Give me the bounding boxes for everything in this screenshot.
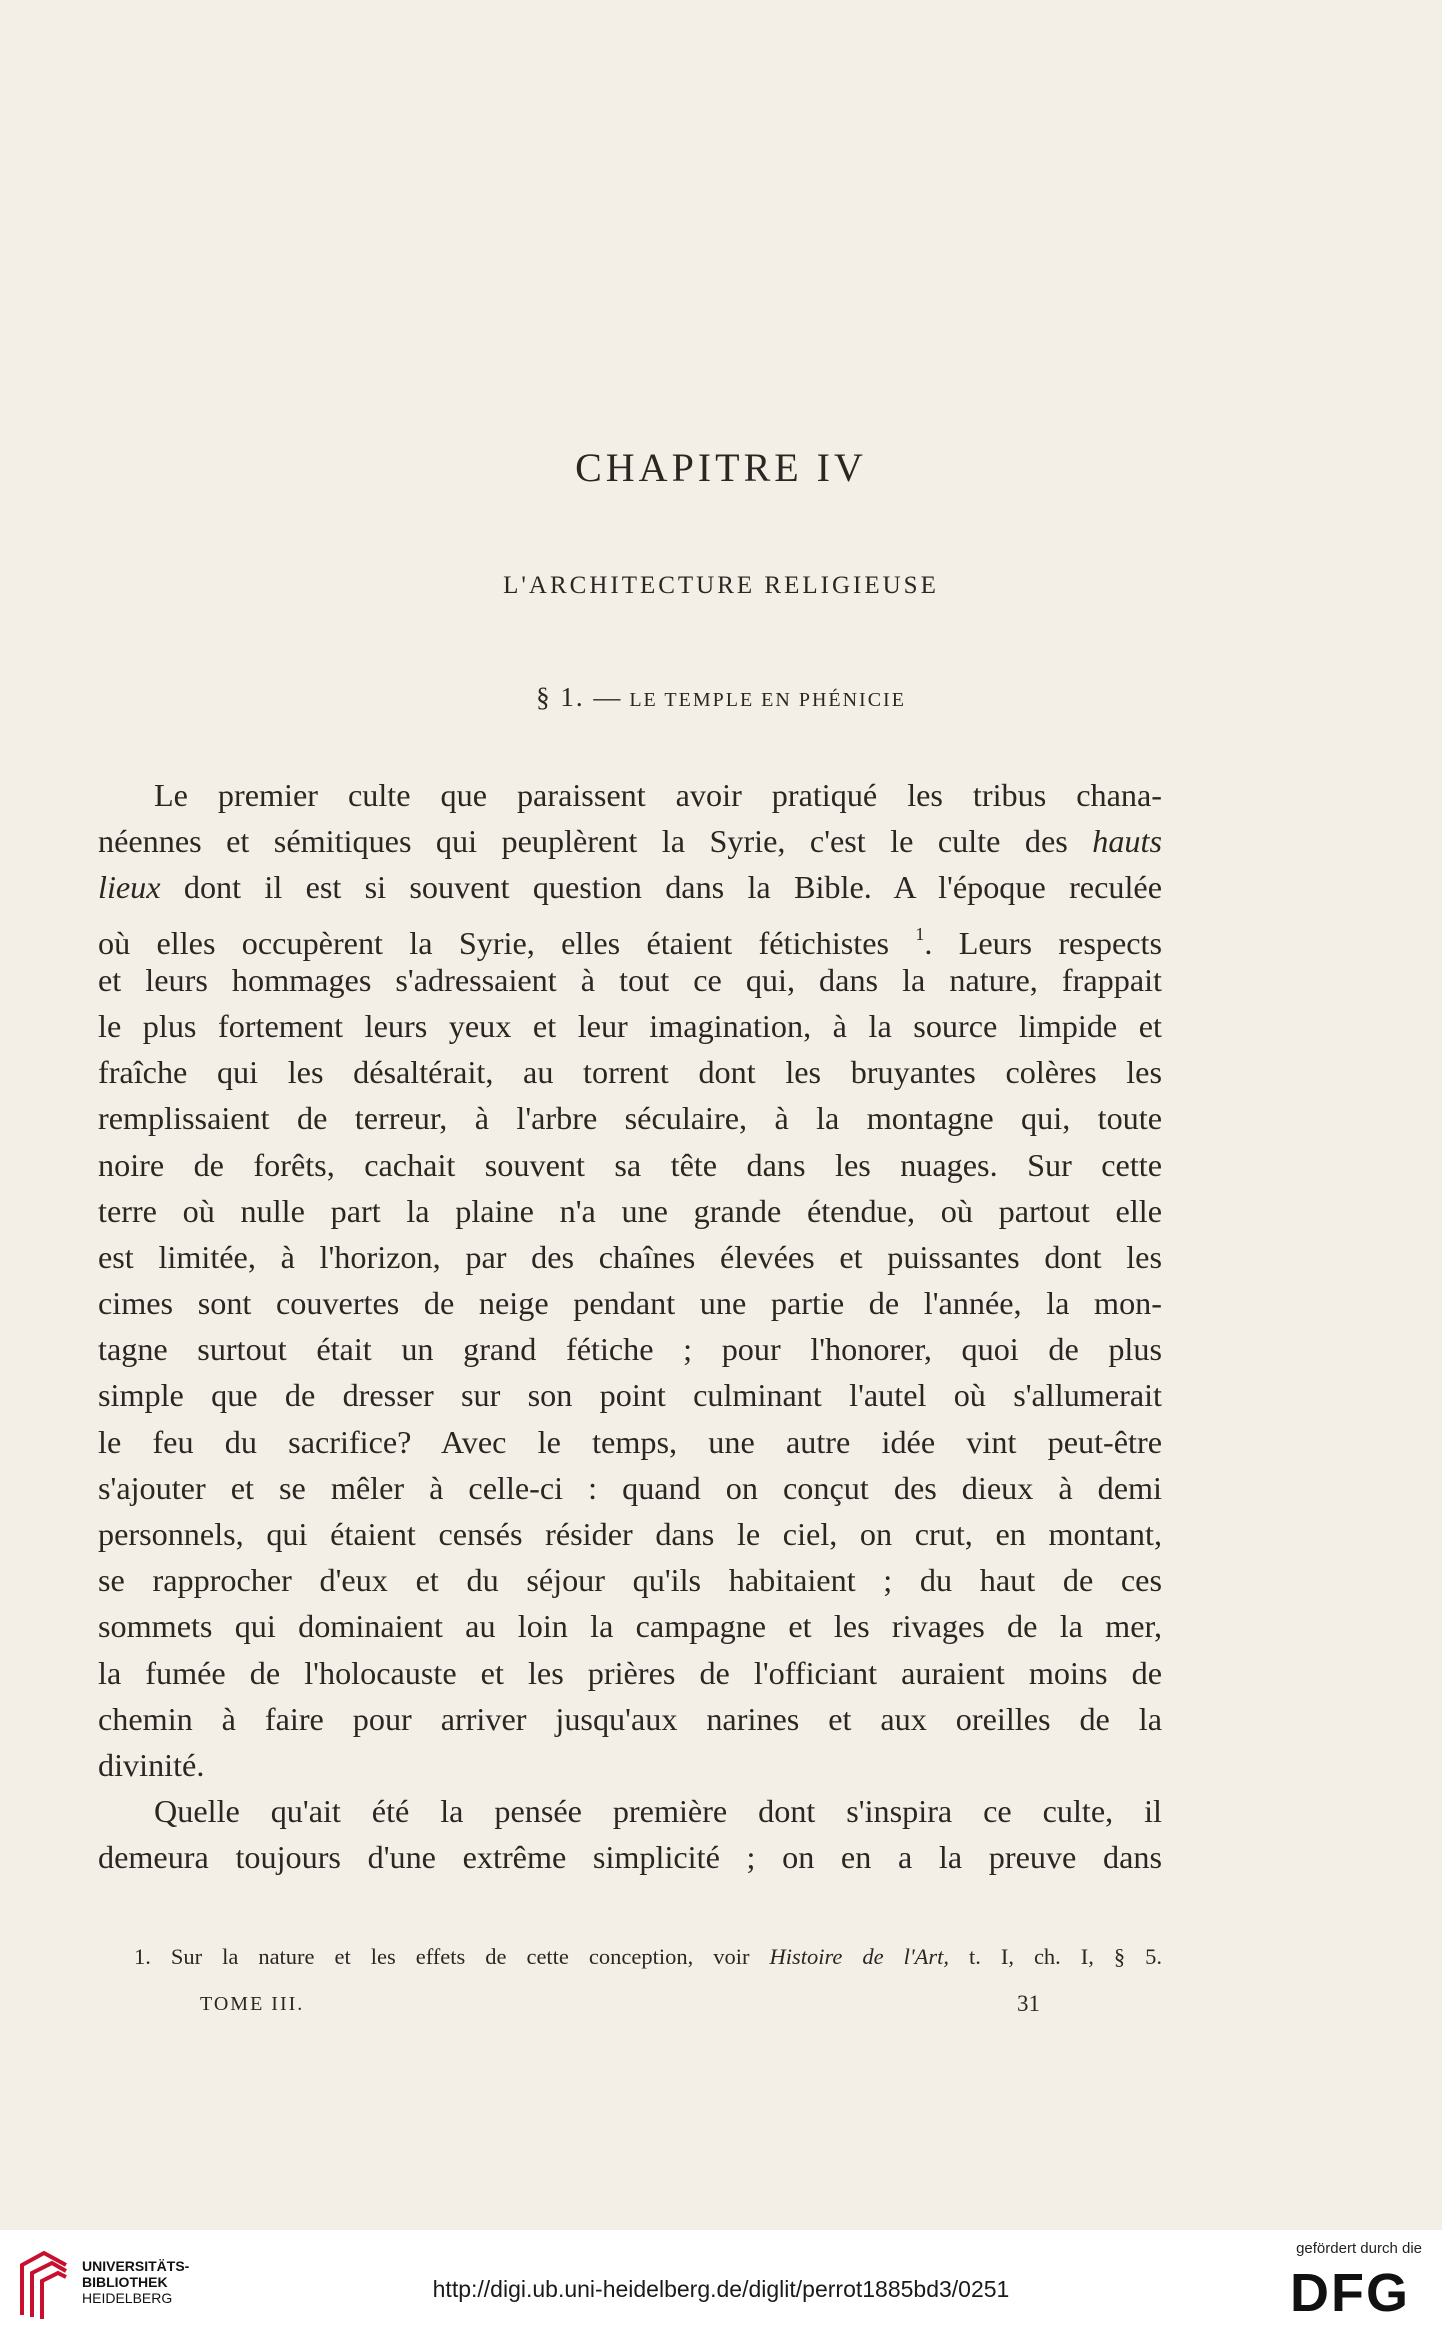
- section-title: LE TEMPLE EN PHÉNICIE: [629, 689, 906, 711]
- text-line: remplissaient de terreur, à l'arbre séculaire, à la montagne qui, toute: [98, 1100, 1162, 1137]
- text-line: noire de forêts, cachait souvent sa tête dans les nuages. Sur cette: [98, 1146, 1162, 1183]
- text-line: Quelle qu'ait été la pensée première dont s'inspira ce culte, il: [154, 1793, 1162, 1830]
- footnote-text: Sur la nature et les effets de cette conception, voir: [170, 1944, 770, 1969]
- text-line: divinité.: [98, 1746, 205, 1783]
- text-line: est limitée, à l'horizon, par des chaînes élevées et puissantes dont les: [98, 1238, 1162, 1275]
- text-line: simple que de dresser sur son point culminant l'autel où s'allumerait: [98, 1377, 1162, 1414]
- text-line: demeura toujours d'une extrême simplicité ; on en a la preuve dans: [98, 1839, 1162, 1876]
- text-line: personnels, qui étaient censés résider dans le ciel, on crut, en montant,: [98, 1516, 1162, 1552]
- chapter-title: CHAPITRE IV: [575, 445, 867, 490]
- text-line: se rapprocher d'eux et du séjour qu'ils habitaient ; du haut de ces: [98, 1562, 1162, 1599]
- svg-text:DFG: DFG: [1290, 2265, 1410, 2317]
- text-line: cimes sont couvertes de neige pendant une partie de l'année, la mon-: [98, 1285, 1162, 1322]
- text-line: terre où nulle part la plaine n'a une grande étendue, où partout elle: [98, 1192, 1162, 1229]
- text-line: la fumée de l'holocauste et les prières de l'officiant auraient moins de: [98, 1654, 1162, 1691]
- footnote: [134, 1944, 1162, 1970]
- volume-label: TOME III.: [200, 1993, 305, 2015]
- section-number: § 1. —: [536, 682, 623, 712]
- text-line: où elles occupèrent la Syrie, elles étaient fétichistes $^1$. Leurs respects: [98, 923, 1162, 961]
- funding-caption: gefördert durch die: [1296, 2240, 1422, 2257]
- text-line: fraîche qui les désaltérait, au torrent dont les bruyantes colères les: [98, 1054, 1162, 1091]
- text-line: néennes et sémitiques qui peuplèrent la Syrie, c'est le culte des hauts: [98, 823, 1162, 860]
- text-line: s'ajouter et se mêler à celle-ci : quand on conçut des dieux à demi: [98, 1469, 1162, 1506]
- text-line: lieux dont il est si souvent question dans la Bible. A l'époque reculée: [98, 869, 1162, 906]
- text-line: sommets qui dominaient au loin la campagne et les rivages de la mer,: [98, 1608, 1162, 1645]
- footnote-number: 1.: [134, 1944, 151, 1969]
- body-text: [98, 772, 1162, 1881]
- text-line: le feu du sacrifice? Avec le temps, une autre idée vint peut-être: [98, 1423, 1162, 1460]
- footnote-text-end: t. I, ch. I, § 5.: [949, 1944, 1162, 1969]
- text-line: le plus fortement leurs yeux et leur imagination, à la source limpide et: [98, 1007, 1162, 1044]
- text-line: chemin à faire pour arriver jusqu'aux narines et aux oreilles de la: [98, 1700, 1162, 1737]
- text-line: Le premier culte que paraissent avoir pratiqué les tribus chana-: [154, 777, 1162, 813]
- section-heading: [0, 682, 1442, 713]
- dfg-logo-icon: [1288, 2265, 1422, 2317]
- university-library-name: UNIVERSITÄTS- BIBLIOTHEK HEIDELBERG: [82, 2258, 190, 2306]
- text-line: tagne surtout était un grand fétiche ; pour l'honorer, quoi de plus: [98, 1331, 1162, 1368]
- page-footer: [200, 1993, 1040, 2016]
- chapter-subtitle: L'ARCHITECTURE RELIGIEUSE: [503, 572, 939, 599]
- permalink-url[interactable]: http://digi.ub.uni-heidelberg.de/diglit/perrot1885bd3/0251: [432, 2276, 1010, 2302]
- text-line: et leurs hommages s'adressaient à tout ce qui, dans la nature, frappait: [98, 961, 1162, 998]
- page-number: 31: [1017, 1991, 1040, 2016]
- footnote-italic: Histoire de l'Art,: [769, 1944, 950, 1969]
